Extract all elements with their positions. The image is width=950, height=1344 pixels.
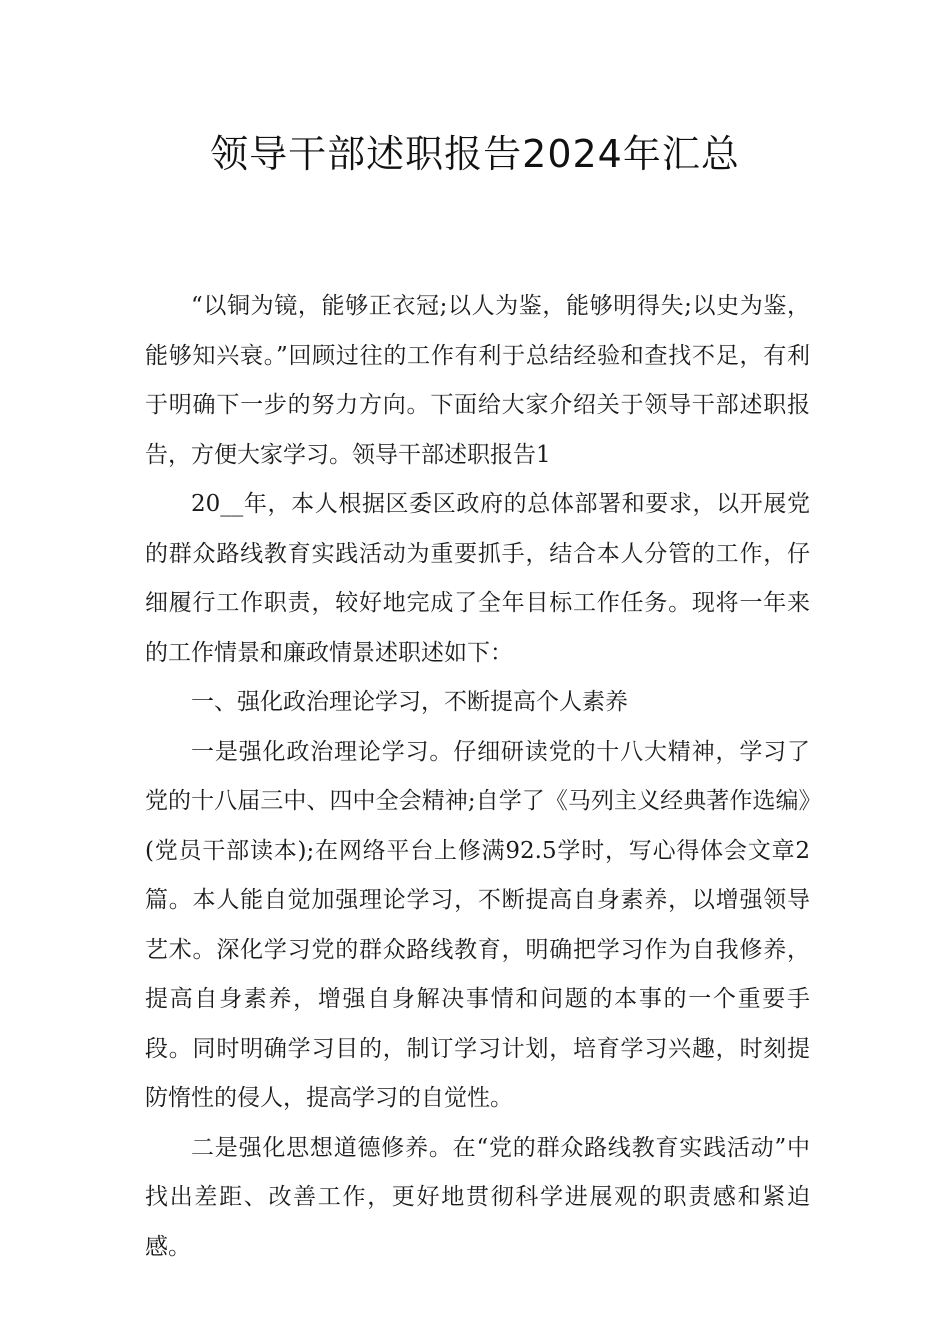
paragraph-intro: “以铜为镜，能够正衣冠;以人为鉴，能够明得失;以史为鉴，能够知兴衰。”回顾过往的工作有利于总结经验和查找不足，有利于明确下一步的努力方向。下面给大家介绍关于领导干部述职报告，方便大家学习。领导干部述职报告1 [145, 293, 810, 468]
paragraph-theory-study: 一是强化政治理论学习。仔细研读党的十八大精神，学习了党的十八届三中、四中全会精神;自学了《马列主义经典著作选编》(党员干部读本);在网络平台上修满92.5学时，写心得体会文章2篇。本人能自觉加强理论学习，不断提高自身素养，以增强领导艺术。深化学习党的群众路线教育，明确把学习作为自我修养，提高自身素养，增强自身解决事情和问题的本事的一个重要手段。同时明确学习目的，制订学习计划，培育学习兴趣，时刻提防惰性的侵人，提高学习的自觉性。 [145, 738, 810, 1111]
paragraph-moral-cultivation: 二是强化思想道德修养。在“党的群众路线教育实践活动”中找出差距、改善工作，更好地贯彻科学进展观的职责感和紧迫感。 [145, 1134, 810, 1260]
section-heading-1: 一、强化政治理论学习，不断提高个人素养 [191, 689, 628, 715]
document-body [145, 282, 810, 1272]
document-title: 领导干部述职报告2024年汇总 [210, 132, 740, 176]
paragraph-overview: 20__年，本人根据区委区政府的总体部署和要求，以开展党的群众路线教育实践活动为重要抓手，结合本人分管的工作，仔细履行工作职责，较好地完成了全年目标工作任务。现将一年来的工作情景和廉政情景述职述如下： [145, 491, 810, 666]
